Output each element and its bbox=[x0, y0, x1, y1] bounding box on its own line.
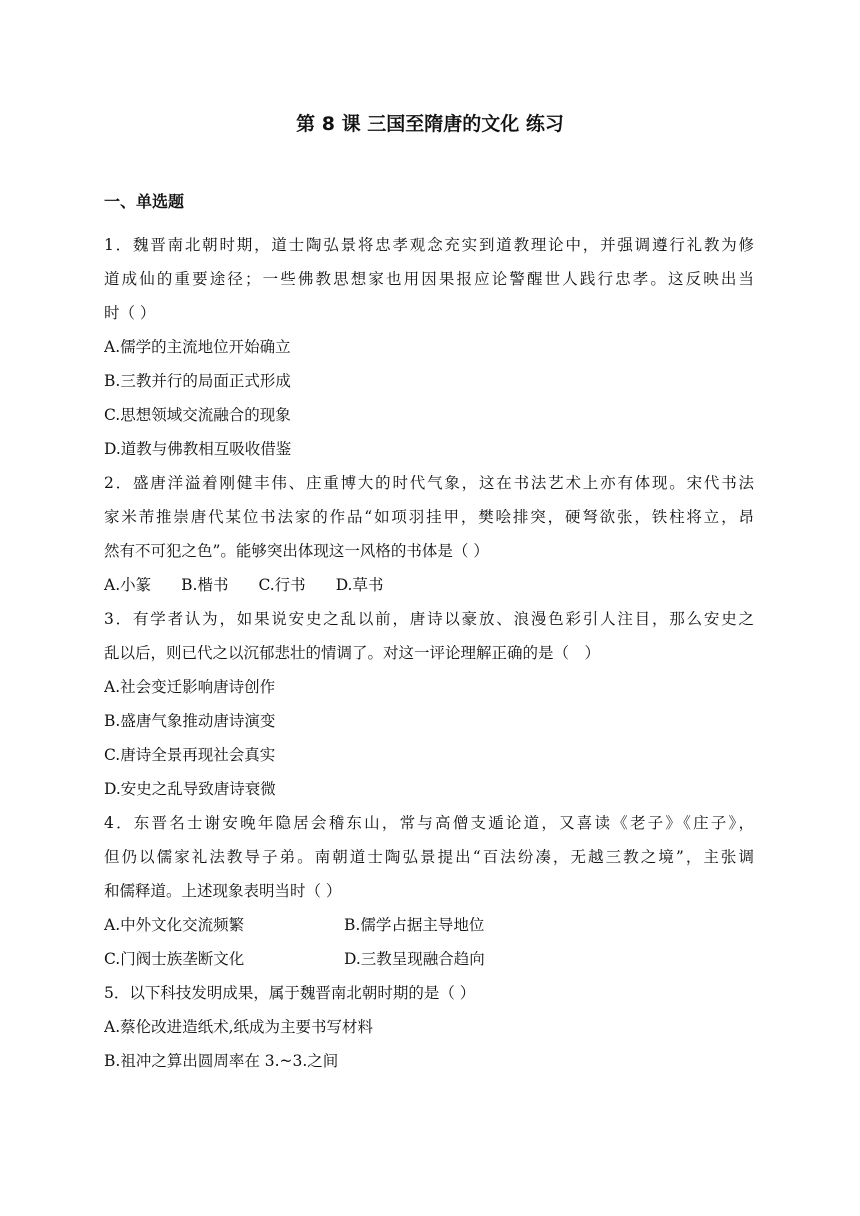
option-d: D.道教与佛教相互吸收借鉴 bbox=[104, 440, 292, 458]
question-text-line: 时（ ） bbox=[104, 304, 156, 322]
option-c: C.行书 bbox=[258, 576, 306, 594]
question-text-line: 3．有学者认为，如果说安史之乱以前，唐诗以豪放、浪漫色彩引人注目，那么安史之 bbox=[104, 610, 754, 628]
question-text-line: 但仍以儒家礼法教导子弟。南朝道士陶弘景提出“百法纷凑，无越三教之境”，主张调 bbox=[104, 848, 754, 866]
question-text-line: 5．以下科技发明成果，属于魏晋南北朝时期的是（ ） bbox=[104, 984, 476, 1002]
question-text-line: 乱以后，则已代之以沉郁悲壮的情调了。对这一评论理解正确的是（ ） bbox=[104, 644, 601, 662]
question-3 bbox=[104, 602, 754, 806]
option-b: B.祖冲之算出圆周率在 3.~3.之间 bbox=[104, 1052, 339, 1070]
option-c: C.思想领域交流融合的现象 bbox=[104, 406, 291, 424]
option-d: D.三教呈现融合趋向 bbox=[344, 950, 485, 968]
option-c: C.门阀士族垄断文化 bbox=[104, 950, 245, 968]
option-b: B.楷书 bbox=[181, 576, 229, 594]
option-d: D.安史之乱导致唐诗衰微 bbox=[104, 780, 276, 798]
option-a: A.儒学的主流地位开始确立 bbox=[104, 338, 291, 356]
option-row bbox=[104, 942, 754, 976]
section-heading: 一、单选题 bbox=[104, 192, 185, 211]
option-a: A.中外文化交流频繁 bbox=[104, 916, 245, 934]
option-d: D.草书 bbox=[335, 576, 384, 594]
option-c: C.唐诗全景再现社会真实 bbox=[104, 746, 276, 764]
option-a: A.社会变迁影响唐诗创作 bbox=[104, 678, 276, 696]
option-b: B.儒学占据主导地位 bbox=[344, 916, 485, 934]
question-text-line: 4．东晋名士谢安晚年隐居会稽东山，常与高僧支遁论道，又喜读《老子》《庄子》， bbox=[104, 814, 754, 832]
document-title: 第 8 课 三国至隋唐的文化 练习 bbox=[296, 113, 564, 135]
option-row bbox=[104, 908, 754, 942]
question-text-line: 1．魏晋南北朝时期，道士陶弘景将忠孝观念充实到道教理论中，并强调遵行礼教为修 bbox=[104, 236, 754, 254]
question-4 bbox=[104, 806, 754, 976]
question-list bbox=[104, 228, 754, 1078]
question-1 bbox=[104, 228, 754, 466]
question-2 bbox=[104, 466, 754, 602]
option-row bbox=[104, 568, 754, 602]
question-text-line: 和儒释道。上述现象表明当时（ ） bbox=[104, 882, 342, 900]
option-a: A.小篆 bbox=[104, 576, 152, 594]
option-b: B.盛唐气象推动唐诗演变 bbox=[104, 712, 276, 730]
question-text-line: 然有不可犯之色”。能够突出体现这一风格的书体是（ ） bbox=[104, 542, 489, 560]
question-text-line: 2．盛唐洋溢着刚健丰伟、庄重博大的时代气象，这在书法艺术上亦有体现。宋代书法 bbox=[104, 474, 754, 492]
option-a: A.蔡伦改进造纸术,纸成为主要书写材料 bbox=[104, 1018, 374, 1036]
option-b: B.三教并行的局面正式形成 bbox=[104, 372, 291, 390]
question-5 bbox=[104, 976, 754, 1078]
question-text-line: 家米芾推崇唐代某位书法家的作品“如项羽挂甲，樊哙排突，硬弩欲张，铁柱将立，昂 bbox=[104, 508, 754, 526]
question-text-line: 道成仙的重要途径；一些佛教思想家也用因果报应论警醒世人践行忠孝。这反映出当 bbox=[104, 270, 754, 288]
